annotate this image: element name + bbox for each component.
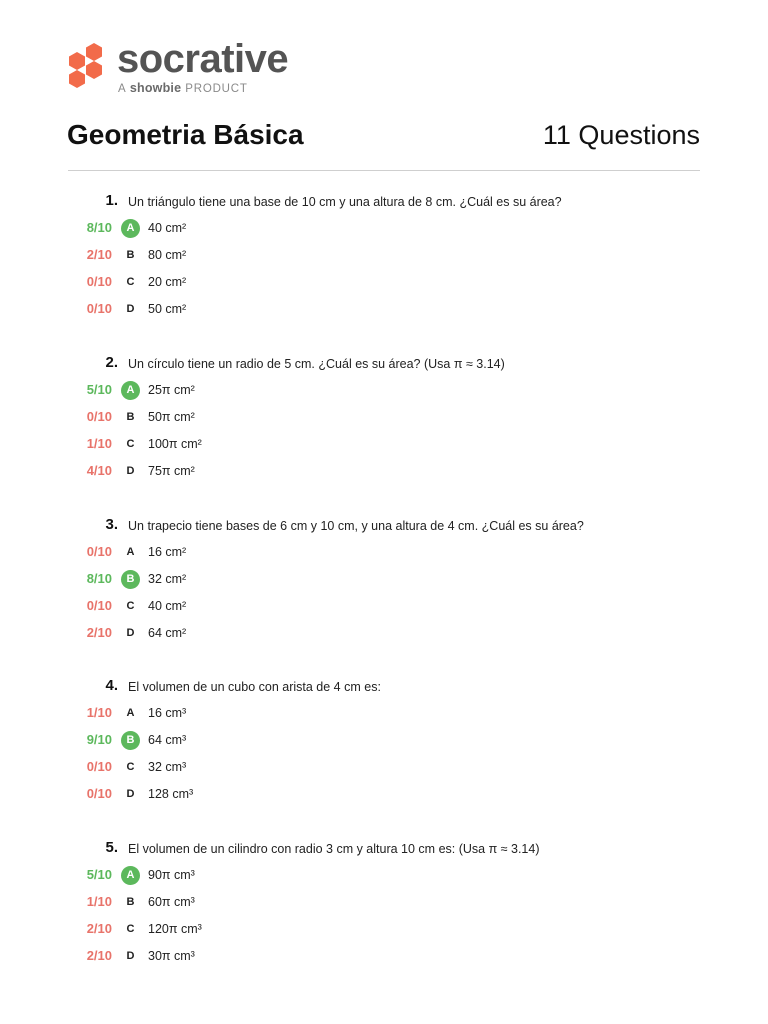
question-number: 5. (105, 839, 118, 856)
tagline-prefix: A (118, 83, 126, 95)
answer-text: 64 cm² (148, 626, 187, 640)
answer-letter-badge: C (126, 599, 135, 612)
answer-text: 40 cm² (148, 599, 187, 613)
question-number: 4. (105, 677, 118, 694)
answer-text: 50π cm² (148, 410, 195, 424)
question-text: El volumen de un cilindro con radio 3 cm y altura 10 cm es: (Usa π ≈ 3.14) (128, 842, 540, 856)
header-divider (68, 170, 700, 171)
answer-score: 0/10 (86, 274, 112, 289)
answer-score: 0/10 (86, 598, 112, 613)
answer-text: 32 cm² (148, 572, 187, 586)
answer-letter-badge: A (126, 545, 135, 558)
answer-text: 50 cm² (148, 302, 187, 316)
answer-score: 0/10 (86, 786, 112, 801)
answer-score: 0/10 (86, 544, 112, 559)
quiz-title: Geometria Básica (67, 119, 304, 150)
answer-score: 2/10 (86, 921, 112, 936)
tagline-suffix: PRODUCT (185, 83, 248, 95)
answer-text: 16 cm² (148, 545, 187, 559)
answer-letter-badge: A (126, 706, 135, 719)
answer-score: 2/10 (86, 625, 112, 640)
answer-letter-badge: C (126, 275, 135, 288)
answer-score: 2/10 (86, 247, 112, 262)
answer-score: 1/10 (86, 894, 112, 909)
answer-score: 2/10 (86, 948, 112, 963)
question-number: 3. (105, 516, 118, 533)
answer-score: 1/10 (86, 705, 112, 720)
answer-letter-badge: D (126, 302, 135, 315)
answer-letter-badge: D (126, 949, 135, 962)
question-text: Un trapecio tiene bases de 6 cm y 10 cm, y una altura de 4 cm. ¿Cuál es su área? (128, 519, 584, 533)
question-count: 11 Questions (542, 120, 700, 150)
correct-answer-badge: A (121, 219, 140, 238)
correct-answer-badge: A (121, 866, 140, 885)
answer-score: 8/10 (86, 220, 112, 235)
hexagon-cluster-icon (67, 43, 105, 95)
answer-text: 16 cm³ (148, 706, 187, 720)
answer-score: 5/10 (86, 382, 112, 397)
answer-letter-badge: D (126, 464, 135, 477)
answer-score: 4/10 (86, 463, 112, 478)
tagline-brand: showbie (129, 81, 182, 95)
answer-text: 120π cm³ (148, 922, 202, 936)
answer-score: 0/10 (86, 409, 112, 424)
answer-text: 75π cm² (148, 464, 195, 478)
answer-letter-badge: C (126, 922, 135, 935)
question-number: 1. (105, 192, 118, 209)
answer-text: 100π cm² (148, 437, 202, 451)
answer-text: 40 cm² (148, 221, 187, 235)
correct-answer-badge: A (121, 381, 140, 400)
answer-score: 0/10 (86, 759, 112, 774)
correct-answer-badge: B (121, 731, 140, 750)
answer-letter-badge: B (126, 248, 135, 261)
answer-text: 30π cm³ (148, 949, 195, 963)
answer-text: 90π cm³ (148, 868, 195, 882)
answer-text: 20 cm² (148, 275, 187, 289)
answer-letter-badge: C (126, 437, 135, 450)
answer-score: 9/10 (86, 732, 112, 747)
answer-text: 60π cm³ (148, 895, 195, 909)
answer-text: 32 cm³ (148, 760, 187, 774)
answer-letter-badge: B (126, 895, 135, 908)
answer-text: 64 cm³ (148, 733, 187, 747)
answer-score: 5/10 (86, 867, 112, 882)
question-number: 2. (105, 354, 118, 371)
correct-answer-badge: B (121, 570, 140, 589)
answer-score: 1/10 (86, 436, 112, 451)
question-text: Un círculo tiene un radio de 5 cm. ¿Cuál es su área? (Usa π ≈ 3.14) (128, 357, 505, 371)
answer-score: 0/10 (86, 301, 112, 316)
answer-letter-badge: D (126, 626, 135, 639)
logo-tagline (118, 81, 248, 96)
answer-letter-badge: D (126, 787, 135, 800)
question-text: Un triángulo tiene una base de 10 cm y una altura de 8 cm. ¿Cuál es su área? (128, 195, 562, 209)
answer-text: 128 cm³ (148, 787, 194, 801)
answer-text: 25π cm² (148, 383, 195, 397)
answer-letter-badge: C (126, 760, 135, 773)
answer-text: 80 cm² (148, 248, 187, 262)
logo-wordmark: socrative (117, 37, 289, 81)
question-text: El volumen de un cubo con arista de 4 cm es: (128, 680, 381, 694)
answer-letter-badge: B (126, 410, 135, 423)
socrative-logo (67, 37, 307, 95)
answer-score: 8/10 (86, 571, 112, 586)
